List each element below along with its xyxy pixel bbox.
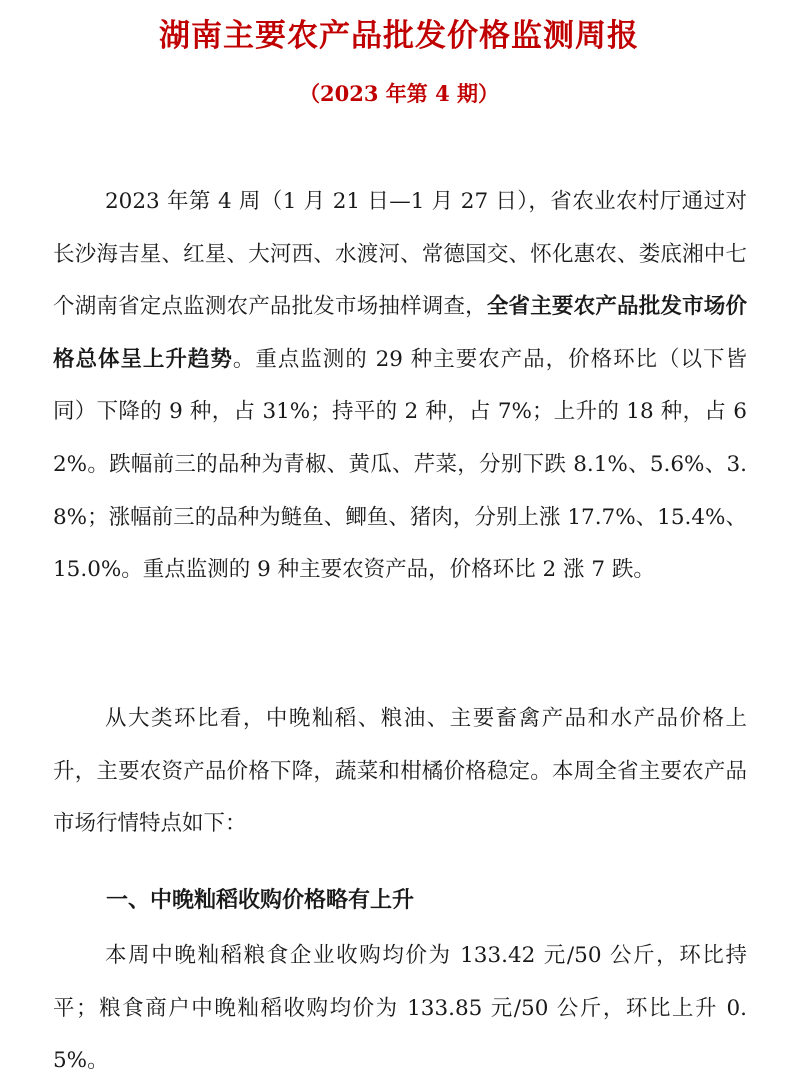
report-title: 湖南主要农产品批发价格监测周报 xyxy=(159,18,639,54)
summary-text-start: 2023 年第 4 周（1 月 21 日—1 月 27 日），省农业农村厅通过对长沙海吉星、红星、大河西、水渡河、常德国交、怀化惠农、娄底湘中七个湖南省定点监测农产品批发市场抽样调查， xyxy=(53,189,747,320)
section-body-rice: 本周中晚籼稻粮食企业收购均价为 133.42 元/50 公斤，环比持平；粮食商户中晚籼稻收购均价为 133.85 元/50 公斤，环比上升 0.5%。 xyxy=(53,943,747,1074)
issue-number: （2023 年第 4 期） xyxy=(299,81,499,106)
summary-paragraph xyxy=(53,176,747,597)
category-overview-paragraph: 从大类环比看，中晚籼稻、粮油、主要畜禽产品和水产品价格上升，主要农资产品价格下降，蔬菜和柑橘价格稳定。本周全省主要农产品市场行情特点如下： xyxy=(53,706,747,837)
summary-highlight: 全省主要农产品批发市场价格总体呈上升趋势 xyxy=(53,294,747,372)
summary-text-end: 。重点监测的 29 种主要农产品，价格环比（以下皆同）下降的 9 种，占 31%；持平的 2 种，占 7%；上升的 18 种，占 62%。跌幅前三的品种为青椒、黄瓜、芹菜，分别下跌 8.1%、5.6%、3.8%；涨幅前三的品种为鲢鱼、鲫鱼、猪肉，分别上涨 17.7%、15.4%、15.0%。重点监测的 9 种主要农资产品，价格环比 2 涨 7 跌。 xyxy=(53,346,747,583)
section-heading-rice: 一、中晚籼稻收购价格略有上升 xyxy=(106,887,415,913)
